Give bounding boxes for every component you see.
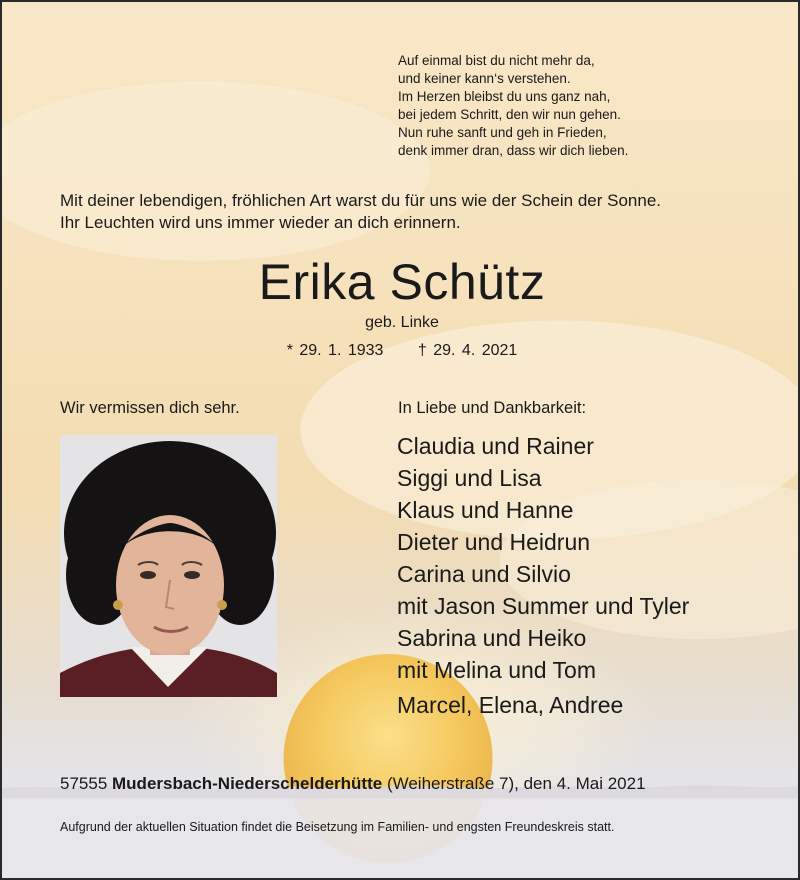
family-list	[397, 430, 689, 721]
miss-text: Wir vermissen dich sehr.	[60, 399, 240, 417]
poem-line: denk immer dran, dass wir dich lieben.	[398, 143, 629, 158]
family-entry: Siggi und Lisa	[397, 465, 542, 491]
poem-line: und keiner kann‘s verstehen.	[398, 71, 571, 86]
family-entry: Klaus und Hanne	[397, 497, 574, 523]
thanks-text: In Liebe und Dankbarkeit:	[398, 399, 587, 417]
maiden-name: geb. Linke	[365, 314, 439, 331]
family-entry: Sabrina und Heiko	[397, 625, 587, 651]
town-name: Mudersbach-Niederschelderhütte	[112, 774, 383, 793]
poem	[398, 52, 628, 160]
life-dates	[2, 342, 800, 360]
poem-line: Im Herzen bleibst du uns ganz nah,	[398, 89, 611, 104]
family-entry: mit Jason Summer und Tyler	[397, 593, 690, 619]
family-entry: mit Melina und Tom	[397, 657, 596, 683]
funeral-note: Aufgrund der aktuellen Situation findet die Beisetzung im Familien- und engsten Freundeskreis statt.	[60, 820, 615, 834]
portrait-photo	[60, 435, 277, 697]
poem-line: Auf einmal bist du nicht mehr da,	[398, 53, 595, 68]
birth-date: * 29. 1. 1933	[286, 342, 384, 359]
portrait-illustration	[60, 435, 277, 697]
family-entry: Marcel, Elena, Andree	[397, 692, 624, 718]
poem-line: bei jedem Schritt, den wir nun gehen.	[398, 107, 621, 122]
death-date: † 29. 4. 2021	[417, 342, 518, 359]
place-date-line	[60, 774, 646, 794]
intro-text	[60, 190, 661, 234]
family-entry: Claudia und Rainer	[397, 433, 594, 459]
family-entry: Dieter und Heidrun	[397, 529, 591, 555]
intro-line: Mit deiner lebendigen, fröhlichen Art warst du für uns wie der Schein der Sonne.	[60, 191, 662, 210]
intro-line: Ihr Leuchten wird uns immer wieder an dich erinnern.	[60, 213, 461, 232]
address-and-date: (Weiherstraße 7), den 4. Mai 2021	[386, 774, 646, 793]
poem-line: Nun ruhe sanft und geh in Frieden,	[398, 125, 607, 140]
deceased-name: Erika Schütz	[258, 254, 546, 310]
postcode: 57555	[60, 774, 108, 793]
family-entry: Carina und Silvio	[397, 561, 571, 587]
